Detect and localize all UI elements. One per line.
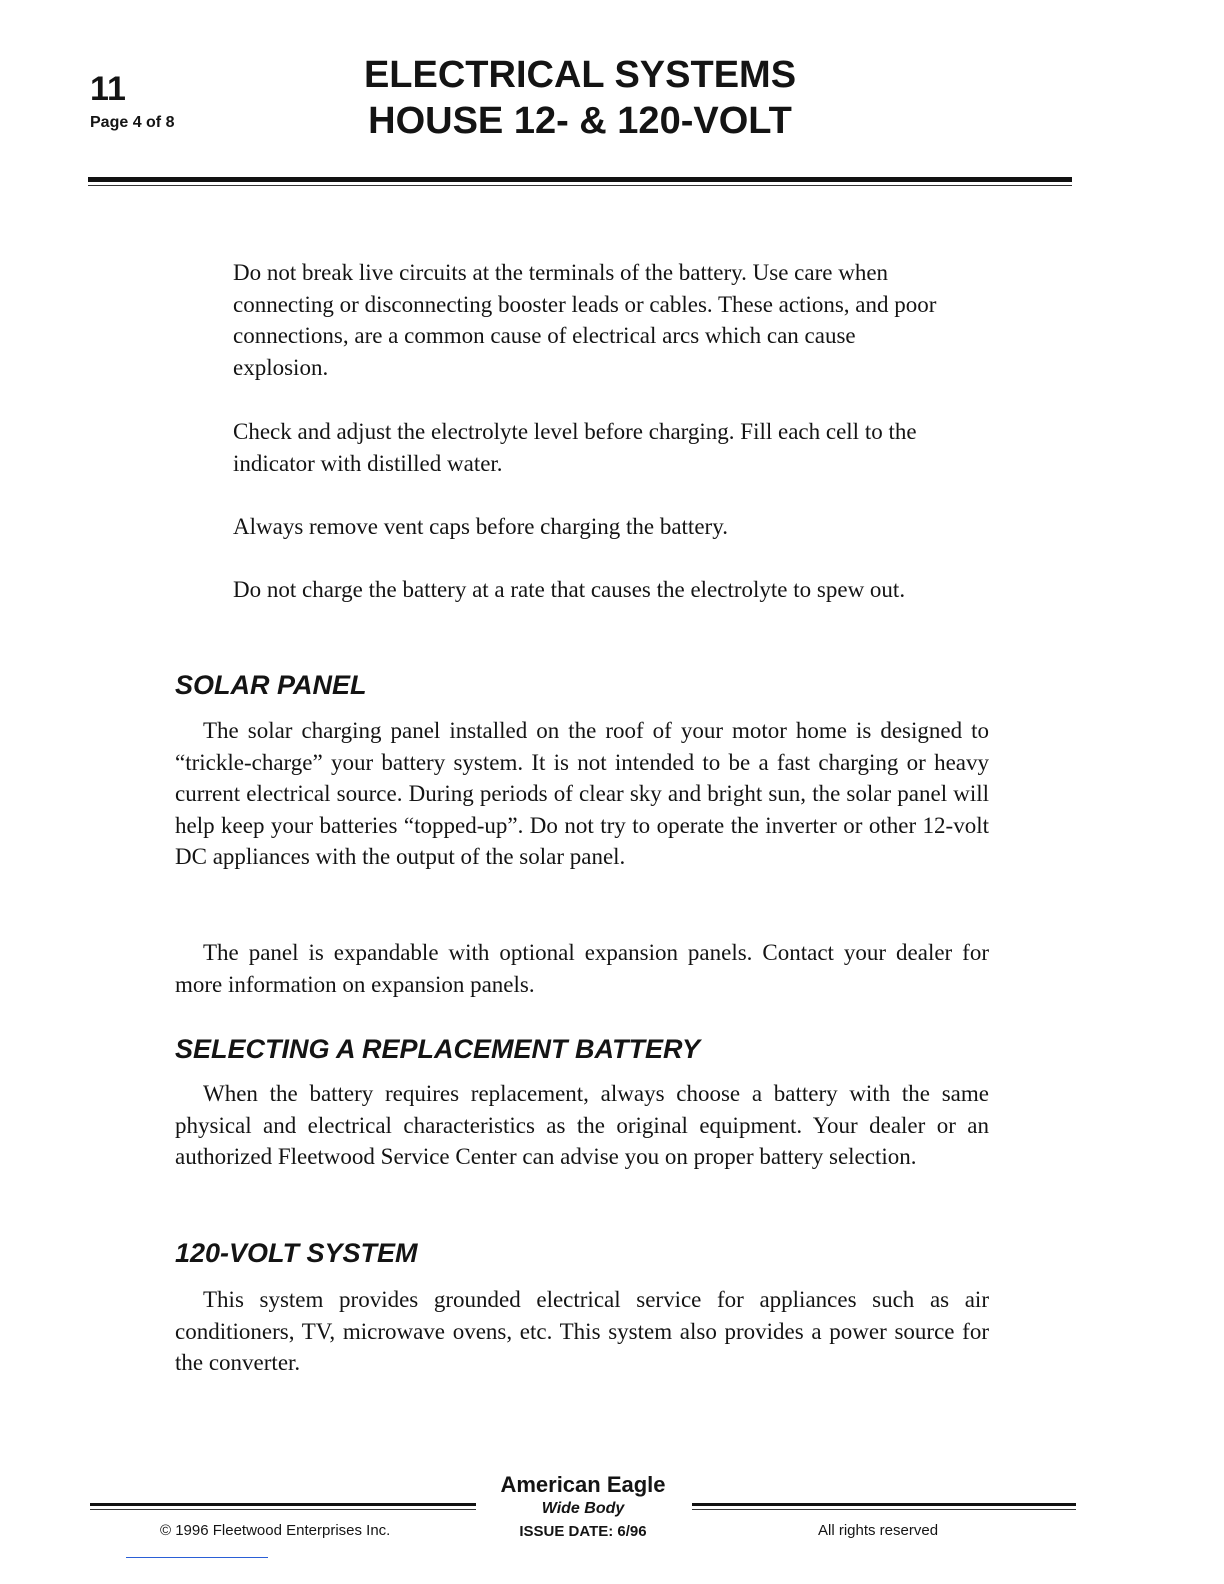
page-title-line1: ELECTRICAL SYSTEMS: [363, 54, 797, 96]
caution-item: Do not break live circuits at the terminals of the battery. Use care when connecting or disconnecting booster leads or cables. These actions, and poor connections, are a common cause of electrical arcs which can cause explosion.: [233, 260, 937, 380]
footer-rights: All rights reserved: [818, 1522, 939, 1539]
chapter-number: 11: [90, 70, 126, 108]
footer-rule-right-thin: [692, 1509, 1076, 1510]
solar-expansion-paragraph-text: The panel is expandable with optional expansion panels. Contact your dealer for more information on expansion panels.: [175, 940, 989, 997]
solar-panel-paragraph-text: The solar charging panel installed on the roof of your motor home is designed to “trickle-charge” your battery system. It is not intended to be a fast charging or heavy current electrical source. During periods of clear sky and bright sun, the solar panel will help keep your batteries “topped-up”. Do not try to operate the inverter or other 12-volt DC appliances with the output of the solar panel.: [175, 718, 989, 869]
caution-item: Do not charge the battery at a rate that causes the electrolyte to spew out.: [233, 577, 906, 602]
caution-item: Always remove vent caps before charging the battery.: [233, 514, 728, 539]
footer-copyright: © 1996 Fleetwood Enterprises Inc.: [160, 1522, 391, 1539]
replacement-battery-paragraph: [175, 1078, 989, 1173]
footer-blue-line: [126, 1557, 268, 1558]
solar-expansion-paragraph: [175, 937, 989, 1000]
section-heading-replacement-battery: SELECTING A REPLACEMENT BATTERY: [175, 1034, 701, 1064]
120-volt-paragraph-text: This system provides grounded electrical service for appliances such as air conditioners, TV, microwave ovens, etc. This system also provides a power source for the converter.: [175, 1287, 989, 1375]
page-info: Page 4 of 8: [90, 114, 175, 131]
section-heading-120-volt: 120-VOLT SYSTEM: [175, 1238, 418, 1268]
footer-model: Wide Body: [541, 1500, 625, 1517]
footer-rule-right: [692, 1503, 1076, 1506]
header-rule: [88, 177, 1072, 182]
footer-rule-left: [90, 1503, 476, 1506]
120-volt-paragraph: [175, 1284, 989, 1379]
footer-brand: American Eagle: [500, 1472, 666, 1497]
page-title-line2: HOUSE 12- & 120-VOLT: [368, 100, 792, 142]
solar-panel-paragraph: [175, 715, 989, 873]
header-rule-thin: [88, 185, 1072, 186]
section-heading-solar-panel: SOLAR PANEL: [175, 670, 367, 700]
replacement-battery-paragraph-text: When the battery requires replacement, always choose a battery with the same physical and electrical characteristics as the original equipment. Your dealer or an authorized Fleetwood Service Center can advise you on proper battery selection.: [175, 1081, 989, 1169]
footer-rule-left-thin: [90, 1509, 476, 1510]
caution-item: Check and adjust the electrolyte level before charging. Fill each cell to the indicator with distilled water.: [233, 419, 917, 476]
footer-issue-date: ISSUE DATE: 6/96: [519, 1523, 647, 1540]
